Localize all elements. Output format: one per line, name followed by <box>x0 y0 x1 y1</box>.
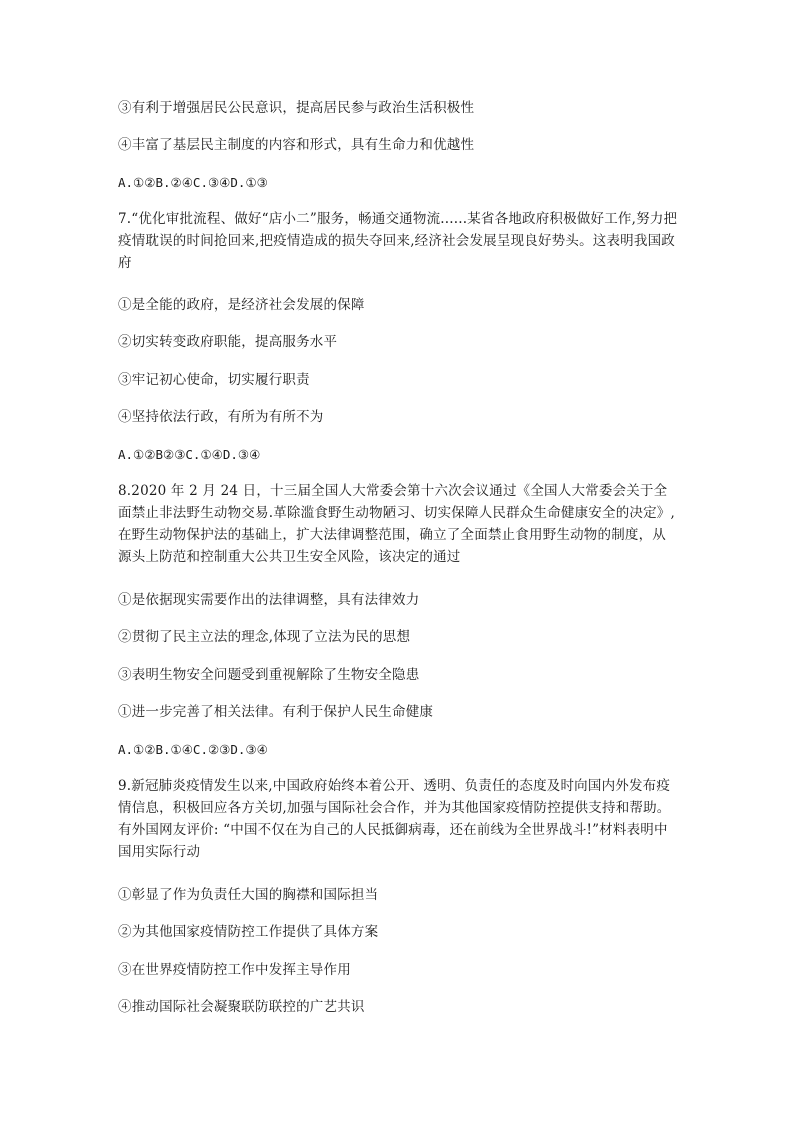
q9-option-4: ④推动国际社会凝聚联防联控的广艺共识 <box>118 999 365 1015</box>
q7-option-4: ④坚持依法行政，有所为有所不为 <box>118 409 324 425</box>
q7-option-3: ③牢记初心使命，切实履行职责 <box>118 372 310 388</box>
q8-option-2: ②贯彻了民主立法的理念,体现了立法为民的思想 <box>118 629 411 645</box>
q6-option-4: ④丰富了基层民主制度的内容和形式，具有生命力和优越性 <box>118 137 475 153</box>
q7-stem: 7.“优化审批流程、做好“店小二”服务，畅通交通物流......某省各地政府积极做好工作,努力把疫情耽误的时间抢回来,把疫情造成的损失夺回来,经济社会发展呈现良好势头。这表明我国政府 <box>118 211 678 271</box>
q8-stem: 8.2020 年 2 月 24 日，十三届全国人大常委会第十六次会议通过《全国人大常委会关于全面禁止非法野生动物交易.革除滥食野生动物陋习、切实保障人民群众生命健康安全的决定》,在野生动物保护法的基础上，扩大法律调整范围，确立了全面禁止食用野生动物的制度，从源头上防范和控制重大公共卫生安全风险，该决定的通过 <box>118 483 675 565</box>
q8-option-1: ①是依据现实需要作出的法律调整，具有法律效力 <box>118 592 420 608</box>
q6-answer-choices: A.①②B.②④C.③④D.①③ <box>118 175 268 190</box>
q7-answer-choices: A.①②B②③C.①④D.③④ <box>118 447 261 462</box>
q9-option-2: ②为其他国家疫情防控工作提供了具体方案 <box>118 924 379 940</box>
q8-option-4: ①进一步完善了相关法律。有利于保护人民生命健康 <box>118 704 434 720</box>
q7-option-1: ①是全能的政府，是经济社会发展的保障 <box>118 297 365 313</box>
q9-option-3: ③在世界疫情防控工作中发挥主导作用 <box>118 962 351 978</box>
q7-option-2: ②切实转变政府职能，提高服务水平 <box>118 334 338 350</box>
q8-answer-choices: A.①②B.①④C.②③D.③④ <box>118 742 268 757</box>
q9-stem: 9.新冠肺炎疫情发生以来,中国政府始终本着公开、透明、负责任的态度及时向国内外发布疫情信息，积极回应各方关切,加强与国际社会合作，并为其他国家疫情防控提供支持和帮助。有外国网友评价: “中国不仅在为自己的人民抵御病毒，还在前线为全世界战斗!”材料表明中国用实际行动 <box>118 778 671 860</box>
q8-option-3: ③表明生物安全问题受到重视解除了生物安全隐患 <box>118 667 420 683</box>
q9-option-1: ①彰显了作为负责任大国的胸襟和国际担当 <box>118 887 379 903</box>
q6-option-3: ③有利于增强居民公民意识，提高居民参与政治生活积极性 <box>118 100 475 116</box>
